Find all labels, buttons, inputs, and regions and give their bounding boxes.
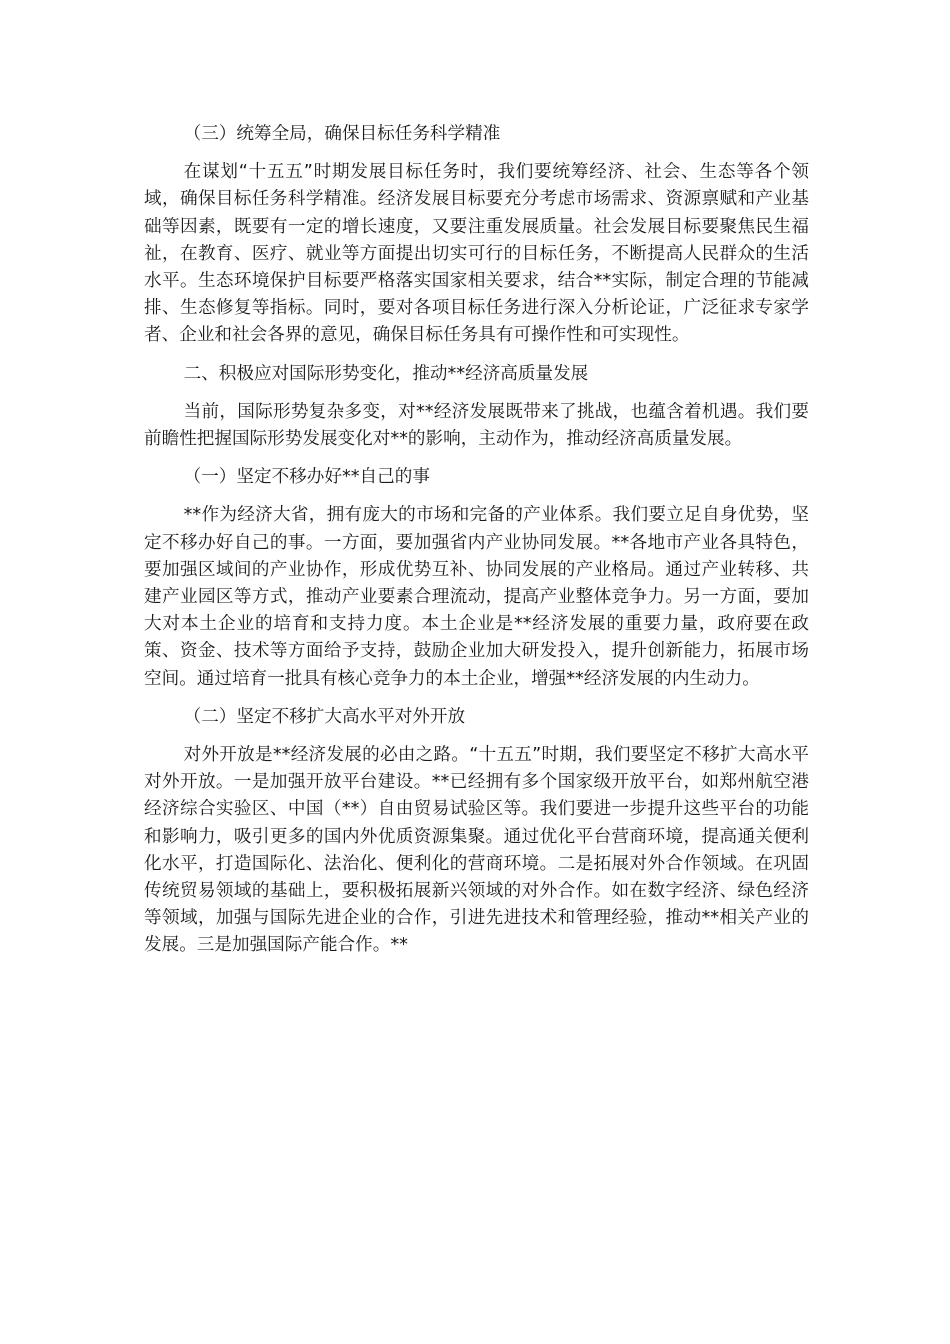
- paragraph-opening-up: 对外开放是**经济发展的必由之路。“十五五”时期，我们要坚定不移扩大高水平对外开放。一是加强开放平台建设。**已经拥有多个国家级开放平台，如郑州航空港经济综合实验区、中国（**）自由贸易试验区等。我们要进一步提升这些平台的功能和影响力，吸引更多的国内外优质资源集聚。通过优化平台营商环境，提高通关便利化水平，打造国际化、法治化、便利化的营商环境。二是拓展对外合作领域。在巩固传统贸易领域的基础上，要积极拓展新兴领域的对外合作。如在数字经济、绿色经济等领域，加强与国际先进企业的合作，引进先进技术和管理经验，推动**相关产业的发展。三是加强国际产能合作。**: [144, 745, 809, 956]
- section-heading-own-affairs: （一）坚定不移办好**自己的事: [183, 467, 430, 488]
- section-heading-coordinate-targets: （三）统筹全局，确保目标任务科学精准: [183, 124, 501, 144]
- section-heading-international-situation: 二、积极应对国际形势变化，推动**经济高质量发展: [183, 363, 589, 384]
- paragraph-own-affairs: **作为经济大省，拥有庞大的市场和完备的产业体系。我们要立足自身优势，坚定不移办好自己的事。一方面，要加强省内产业协同发展。**各地市产业各具特色，要加强区域间的产业协作，形成优势互补、协同发展的产业格局。通过产业转移、共建产业园区等方式，推动产业要素合理流动，提高产业整体竞争力。另一方面，要加大对本土企业的培育和支持力度。本土企业是**经济发展的重要力量，政府要在政策、资金、技术等方面给予支持，鼓励企业加大研发投入，提升创新能力，拓展市场空间。通过培育一批具有核心竞争力的本土企业，增强**经济发展的内生动力。: [144, 505, 809, 689]
- paragraph-international-situation: 当前，国际形势复杂多变，对**经济发展既带来了挑战，也蕴含着机遇。我们要前瞻性把握国际形势发展变化对**的影响，主动作为，推动经济高质量发展。: [144, 401, 809, 450]
- paragraph-coordinate-targets: 在谋划“十五五”时期发展目标任务时，我们要统筹经济、社会、生态等各个领域，确保目标任务科学精准。经济发展目标要充分考虑市场需求、资源禀赋和产业基础等因素，既要有一定的增长速度，又要注重发展质量。社会发展目标要聚焦民生福祉，在教育、医疗、就业等方面提出切实可行的目标任务，不断提高人民群众的生活水平。生态环境保护目标要严格落实国家相关要求，结合**实际，制定合理的节能减排、生态修复等指标。同时，要对各项目标任务进行深入分析论证，广泛征求专家学者、企业和社会各界的意见，确保目标任务具有可操作性和可实现性。: [144, 162, 809, 346]
- document-body: [144, 121, 809, 971]
- section-heading-opening-up: （二）坚定不移扩大高水平对外开放: [183, 706, 466, 727]
